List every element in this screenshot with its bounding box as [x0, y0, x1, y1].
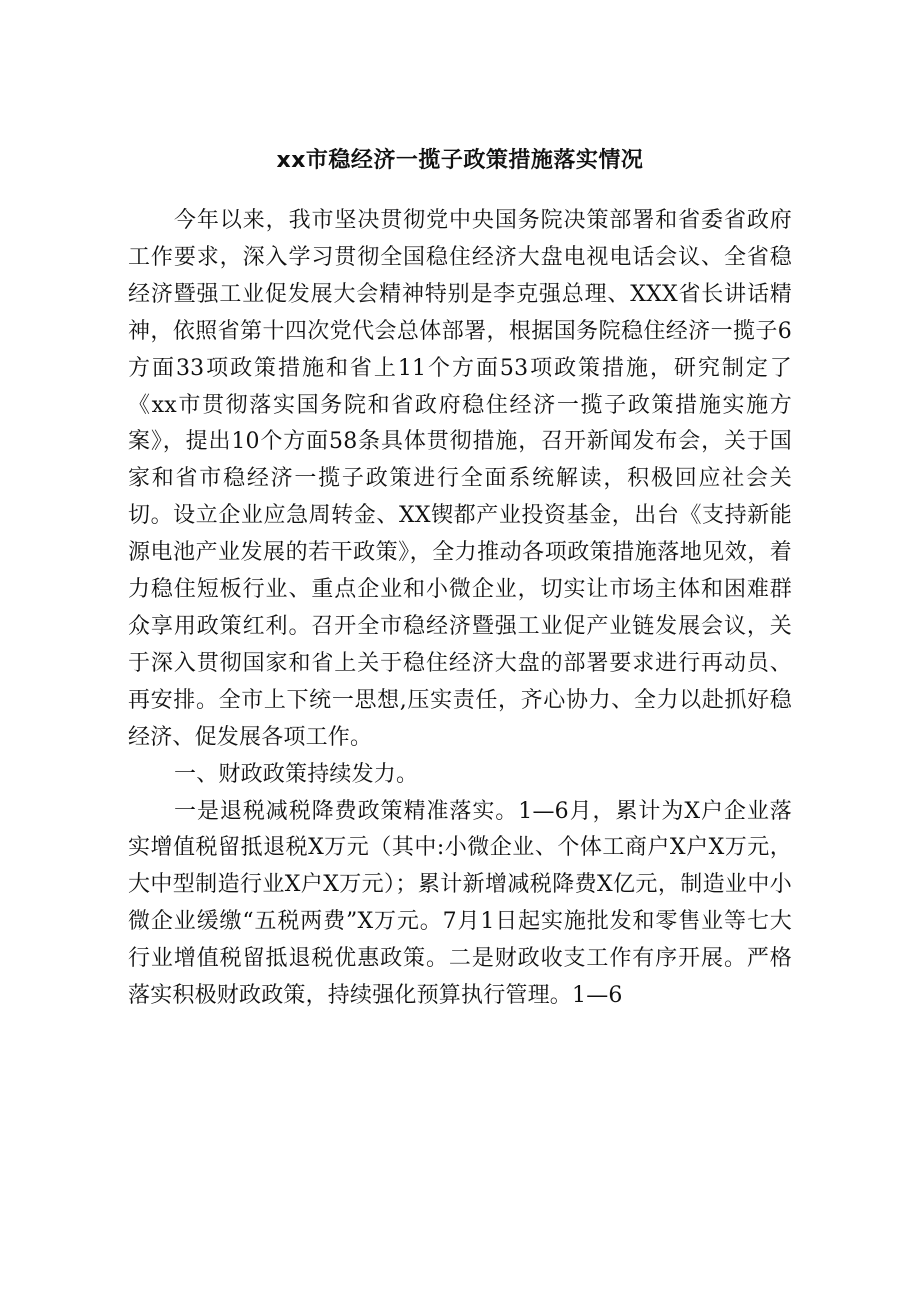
intro-paragraph: 今年以来，我市坚决贯彻党中央国务院决策部署和省委省政府工作要求，深入学习贯彻全国稳住经济大盘电视电话会议、全省稳经济暨强工业促发展大会精神特别是李克强总理、XXX省长讲话精神，依照省第十四次党代会总体部署，根据国务院稳住经济一揽子6方面33项政策措施和省上11个方面53项政策措施，研究制定了《xx市贯彻落实国务院和省政府稳住经济一揽子政策措施实施方案》，提出10个方面58条具体贯彻措施，召开新闻发布会，关于国家和省市稳经济一揽子政策进行全面系统解读，积极回应社会关切。设立企业应急周转金、XX锲都产业投资基金，出台《支持新能源电池产业发展的若干政策》，全力推动各项政策措施落地见效，着力稳住短板行业、重点企业和小微企业，切实让市场主体和困难群众享用政策红利。召开全市稳经济暨强工业促产业链发展会议，关于深入贯彻国家和省上关于稳住经济大盘的部署要求进行再动员、再安排。全市上下统一思想,压实责任，齐心协力、全力以赴抓好稳经济、促发展各项工作。 — [128, 208, 792, 750]
section-heading: 一、财政政策持续发力。 — [174, 761, 419, 787]
document-body — [128, 203, 792, 1015]
document-title: xx市稳经济一揽子政策措施落实情况 — [276, 148, 644, 173]
section-paragraph: 一是退税减税降费政策精准落实。1—6月，累计为X户企业落实增值税留抵退税X万元（其中:小微企业、个体工商户X户X万元，大中型制造行业X户X万元）；累计新增减税降费X亿元，制造业中小微企业缓缴“五税两费”X万元。7月1日起实施批发和零售业等七大行业增值税留抵退税优惠政策。二是财政收支工作有序开展。严格落实积极财政政策，持续强化预算执行管理。1—6 — [128, 798, 792, 1009]
